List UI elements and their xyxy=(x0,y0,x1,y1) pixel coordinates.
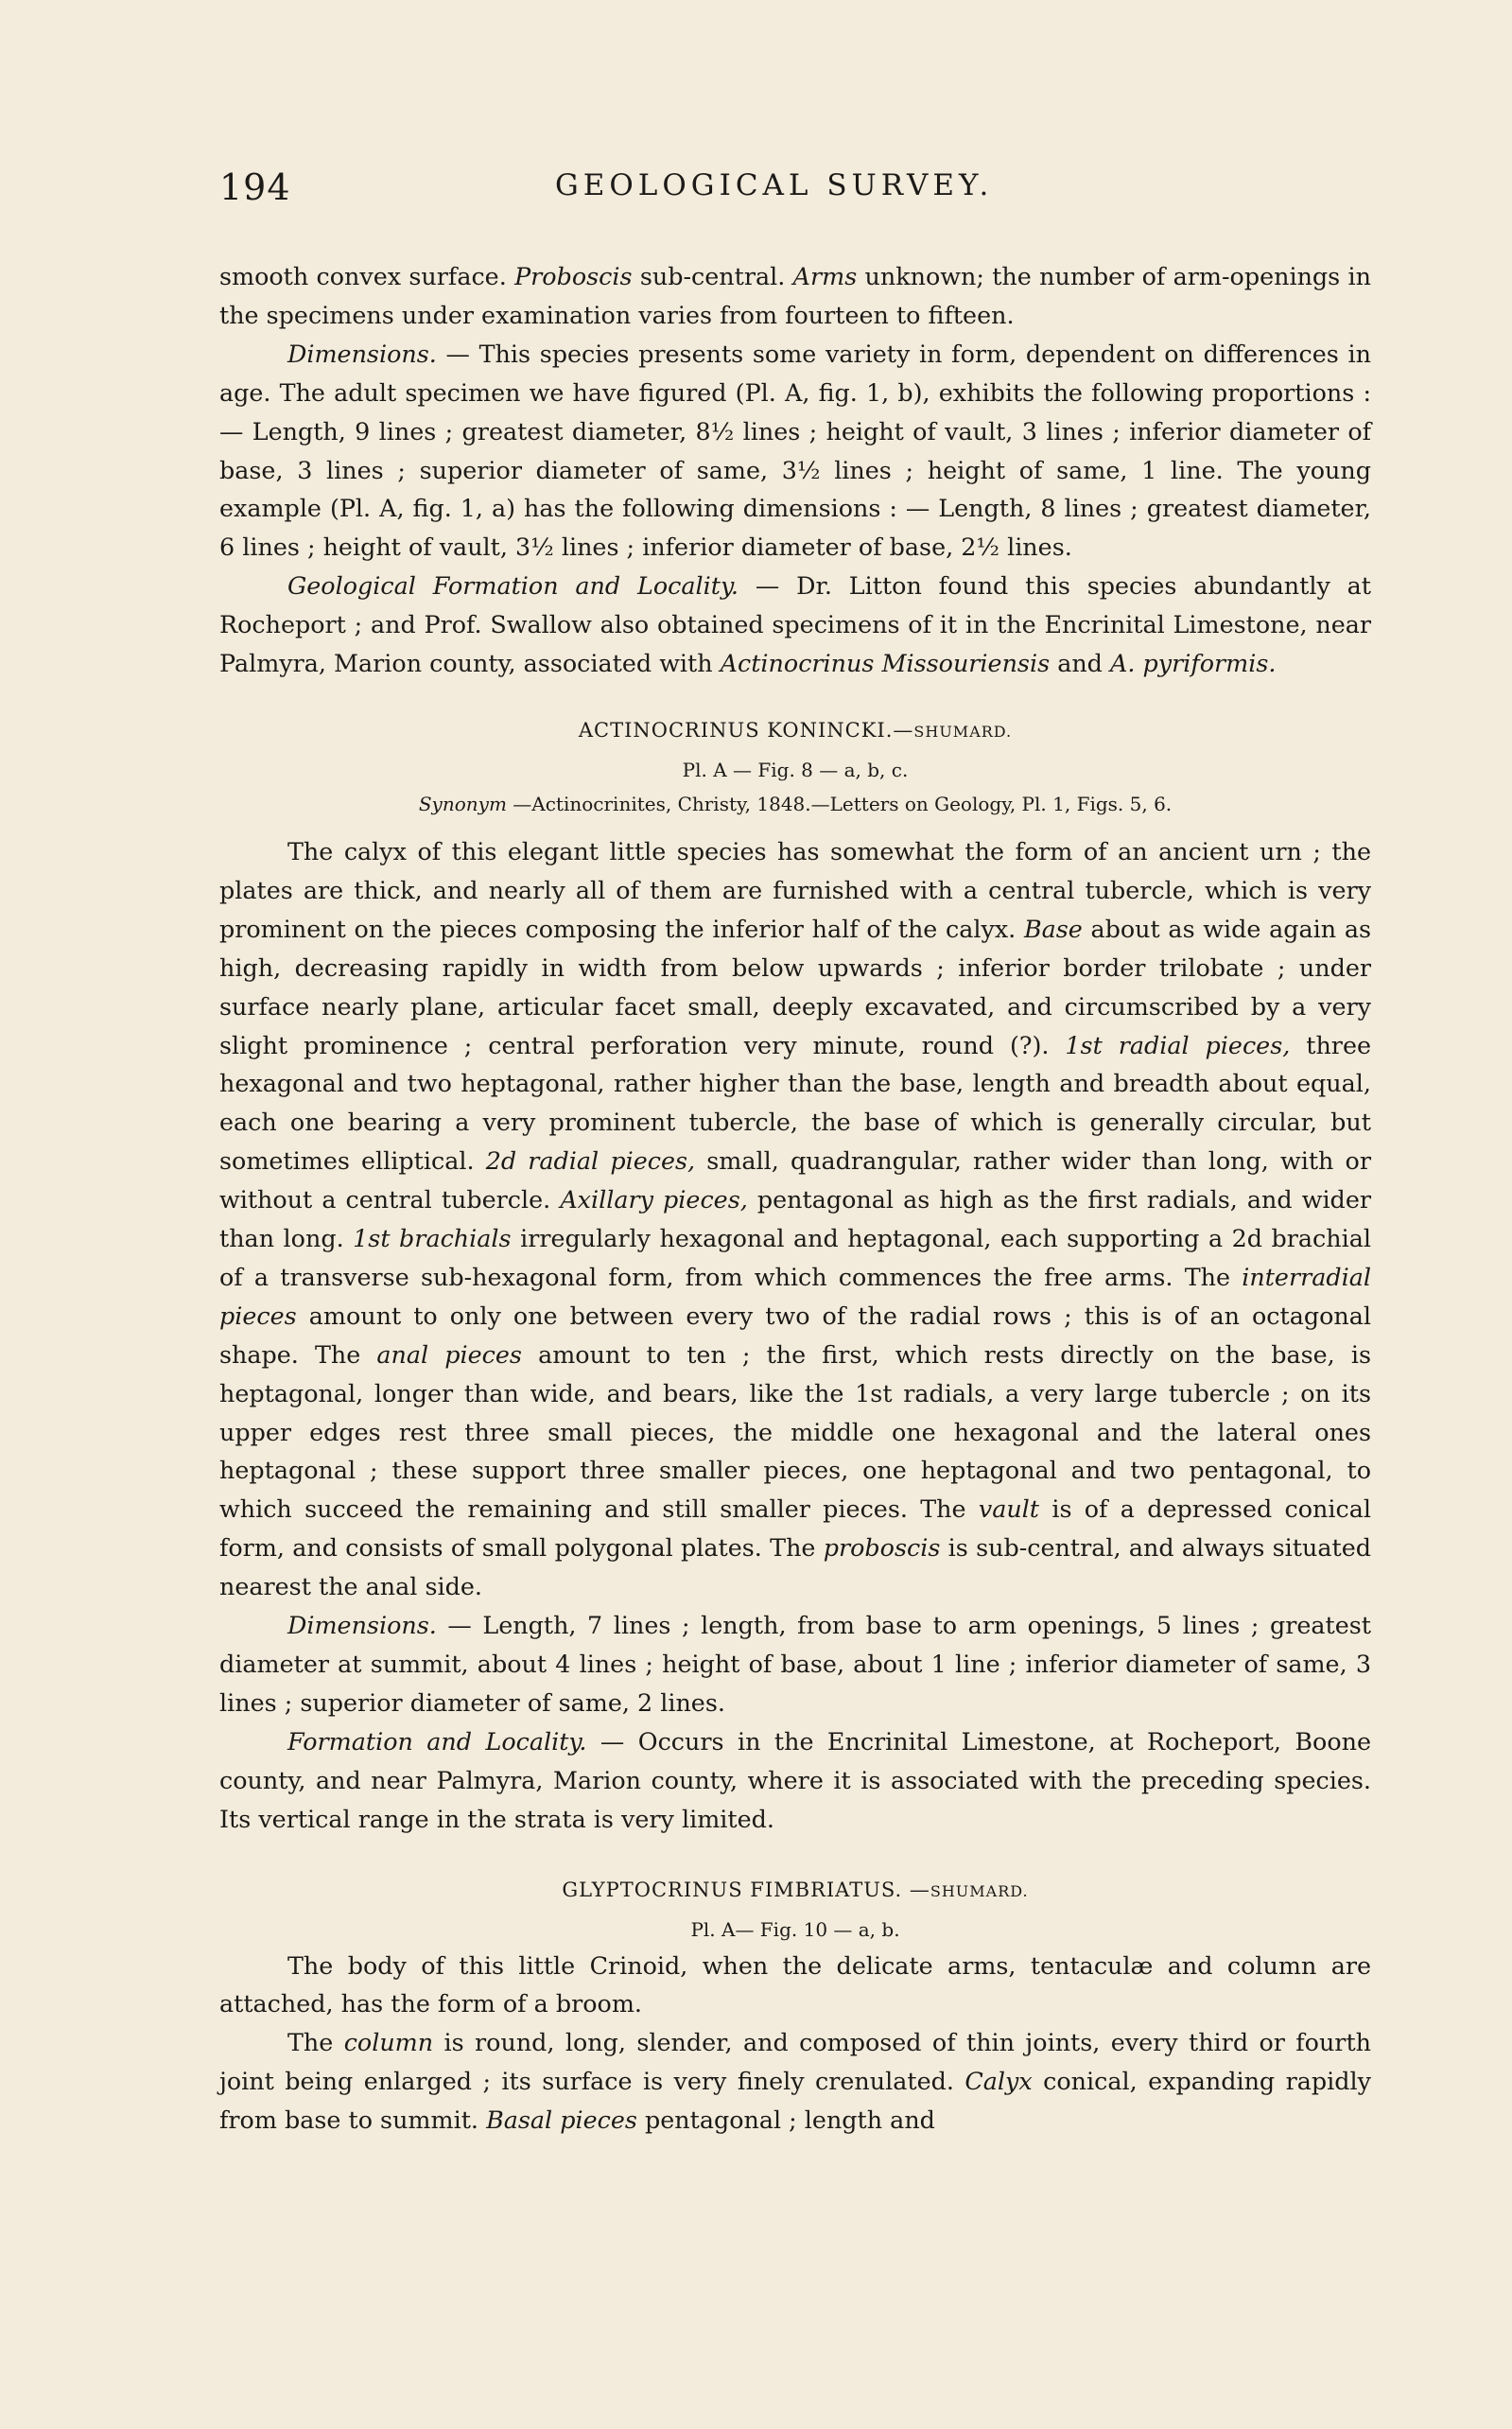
paragraph xyxy=(219,832,1371,1606)
text-run: — This species presents some variety in form, dependent on differences in age. The adult specimen we have figured (Pl. A, fig. 1, b), exhibits the following proportions : — Length, 9 lines ; greatest diameter, 8½ lines ; height of vault, 3 lines ; inferior diameter of base, 3 lines ; superior diameter of same, 3½ lines ; height of same, 1 line. The young example (Pl. A, fig. 1, a) has the following dimensions : — Length, 8 lines ; greatest diameter, 6 lines ; height of vault, 3½ lines ; inferior diameter of base, 2½ lines. xyxy=(219,339,1371,562)
paragraph xyxy=(219,1606,1371,1722)
italic-run: Basal pieces xyxy=(486,2106,637,2135)
plate-reference: Pl. A— Fig. 10 — a, b. xyxy=(690,1917,900,1941)
italic-run: 1st brachials xyxy=(353,1224,512,1253)
paragraph xyxy=(219,1947,1371,2024)
text-run: — Length, 7 lines ; length, from base to arm openings, 5 lines ; greatest diameter at summit, about 4 lines ; height of base, about 1 line ; inferior diameter of same, 3 lines ; superior diameter of same, 2 lines. xyxy=(219,1611,1371,1717)
text-run: The calyx of this elegant little species has somewhat the form of an ancient urn ; the plates are thick, and nearly all of them are furnished with a central tubercle, which is very prominent on the pieces composing the inferior half of the calyx. xyxy=(219,836,1371,943)
species-name: ACTINOCRINUS KONINCKI.— xyxy=(578,718,914,742)
running-head: GEOLOGICAL SURVEY. xyxy=(555,168,994,202)
text-run: about as wide again as high, decreasing rapidly in width from below upwards ; inferior border trilobate ; under surface nearly plane, articular facet small, deeply excavated, and circumscribed by a very slight prominence ; central perforation very minute, round (?). xyxy=(219,914,1372,1059)
italic-run: 1st radial pieces, xyxy=(1065,1030,1291,1059)
text-run: small, quadrangular, rather wider than long, with or without a central tubercle. xyxy=(219,1146,1371,1214)
text-run: — Occurs in the Encrinital Limestone, at Rocheport, Boone county, and near Palmyra, Marion county, where it is associated with the preceding species. Its vertical range in the strata is very limited. xyxy=(219,1726,1371,1833)
italic-run: column xyxy=(343,2028,434,2057)
text-run: sub-central. xyxy=(632,262,793,290)
text-run: — Dr. Litton found this species abundantly at Rocheport ; and Prof. Swallow also obtained specimens of it in the Encrinital Limestone, near Palmyra, Marion county, associated with xyxy=(219,571,1371,678)
species-heading-actinocrinus xyxy=(219,713,1371,749)
italic-run: A. pyriformis. xyxy=(1110,649,1277,678)
italic-run: Formation and Locality. xyxy=(287,1726,587,1756)
text-run: and xyxy=(1050,649,1111,678)
text-run: pentagonal ; length and xyxy=(636,2106,935,2135)
italic-run: Axillary pieces, xyxy=(560,1185,748,1214)
synonym-line xyxy=(219,787,1371,821)
italic-run: Geological Formation and Locality. xyxy=(287,571,739,601)
text-run: is sub-central, and always situated nearest the anal side. xyxy=(219,1533,1371,1601)
text-run: irregularly hexagonal and heptagonal, each supporting a 2d brachial of a transverse sub-hexagonal form, from which commences the free arms. The xyxy=(219,1224,1371,1291)
italic-run: Proboscis xyxy=(514,262,633,290)
synonym-label: Synonym xyxy=(418,792,507,815)
paragraph xyxy=(219,567,1371,683)
plate-reference: Pl. A — Fig. 8 — a, b, c. xyxy=(682,758,909,781)
text-run: unknown; the number of arm-openings in the specimens under examination varies from fourteen to fifteen. xyxy=(219,262,1371,329)
italic-run: Arms xyxy=(792,262,858,290)
section-actinocrinus xyxy=(219,832,1371,1839)
paragraph xyxy=(219,1722,1371,1839)
italic-run: proboscis xyxy=(823,1533,941,1563)
text-run: is of a depressed conical form, and consists of small polygonal plates. The xyxy=(219,1494,1371,1563)
text-run: conical, expanding rapidly from base to summit. xyxy=(219,2067,1371,2135)
text-run: The xyxy=(287,2028,344,2057)
species-author: SHUMARD. xyxy=(913,722,1013,741)
page-number: 194 xyxy=(219,166,291,208)
paragraph xyxy=(219,2023,1371,2140)
text-run: is round, long, slender, and composed of thin joints, every third or fourth joint being enlarged ; its surface is very finely crenulated. xyxy=(219,2028,1371,2096)
italic-run: Base xyxy=(1023,914,1083,943)
species-name: GLYPTOCRINUS FIMBRIATUS. — xyxy=(562,1878,930,1901)
page-body xyxy=(219,257,1371,2140)
paragraph xyxy=(219,257,1371,335)
text-run: pentagonal as high as the first radials, and wider than long. xyxy=(219,1185,1371,1253)
paragraph xyxy=(219,335,1371,567)
text-run: amount to only one between every two of the radial rows ; this is of an octagonal shape. The xyxy=(219,1301,1371,1369)
italic-run: vault xyxy=(978,1494,1040,1524)
text-run: amount to ten ; the first, which rests directly on the base, is heptagonal, longer than wide, and bears, like the 1st radials, a very large tubercle ; on its upper edges rest three small pieces, the middle one hexagonal and the lateral ones heptagonal ; these support three smaller pieces, one heptagonal and two pentagonal, to which succeed the remaining and still smaller pieces. The xyxy=(219,1339,1371,1524)
text-run: The body of this little Crinoid, when the delicate arms, tentaculæ and column are attached, has the form of a broom. xyxy=(219,1950,1371,2018)
italic-run: Actinocrinus Missouriensis xyxy=(720,649,1051,678)
species-heading-glyptocrinus xyxy=(219,1873,1371,1909)
italic-run: Calyx xyxy=(965,2067,1033,2096)
text-run: smooth convex surface. xyxy=(219,262,515,290)
italic-run: 2d radial pieces, xyxy=(485,1146,696,1176)
italic-run: anal pieces xyxy=(376,1339,522,1369)
section-intro xyxy=(219,257,1371,683)
synonym-text: —Actinocrinites, Christy, 1848.—Letters on Geology, Pl. 1, Figs. 5, 6. xyxy=(506,792,1173,815)
text-run: three hexagonal and two heptagonal, rather higher than the base, length and breadth about equal, each one bearing a very prominent tubercle, the base of which is generally circular, but sometimes elliptical. xyxy=(219,1030,1371,1176)
italic-run: interradial pieces xyxy=(219,1262,1371,1330)
page-header xyxy=(219,159,1373,216)
section-glyptocrinus xyxy=(219,1947,1371,2141)
italic-run: Dimensions. xyxy=(287,1611,437,1640)
italic-run: Dimensions. xyxy=(287,339,437,368)
species-author: SHUMARD. xyxy=(930,1881,1029,1900)
